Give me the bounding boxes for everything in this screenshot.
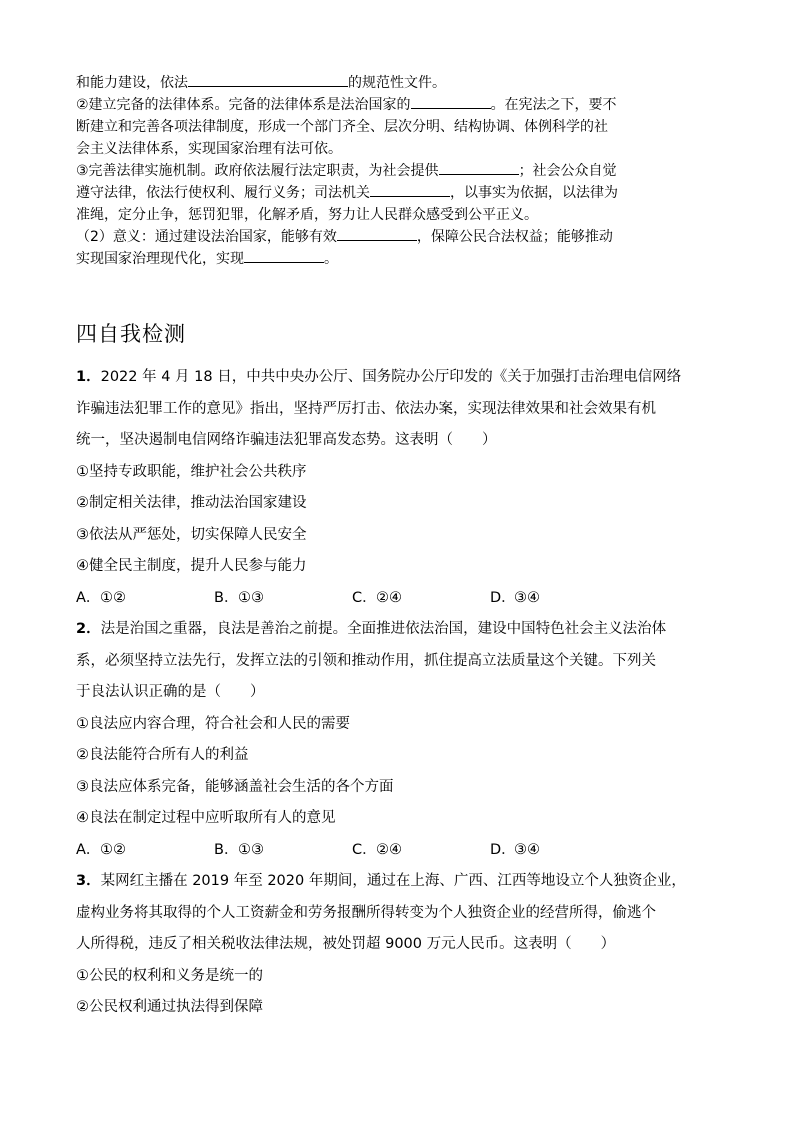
- answer-options: [76, 835, 726, 867]
- option-b[interactable]: [214, 583, 352, 615]
- option-b[interactable]: [214, 835, 352, 867]
- intro-paragraph: [76, 72, 726, 270]
- text: 。在宪法之下，要不: [490, 97, 617, 113]
- statement-item: ④良法在制定过程中应听取所有人的意见: [76, 810, 336, 826]
- question-number: 2．: [76, 621, 101, 637]
- intro-line: [76, 226, 726, 248]
- question-line: 人所得税，违反了相关税收法律法规，被处罚超 9000 万元人民币。这表明（ ）: [76, 936, 616, 952]
- option-text: ③④: [514, 841, 540, 858]
- option-text: ①②: [100, 841, 126, 858]
- statement-item: ②良法能符合所有人的利益: [76, 747, 249, 763]
- text: ②建立完备的法律体系。完备的法律体系是法治国家的: [76, 97, 411, 113]
- text: 法是治国之重器，良法是善治之前提。全面推进依法治国，建设中国特色社会主义法治体: [100, 621, 667, 637]
- fill-blank: [244, 248, 324, 263]
- option-a[interactable]: [76, 835, 214, 867]
- question-line: [76, 866, 726, 898]
- intro-line: [76, 72, 726, 94]
- intro-line: [76, 182, 726, 204]
- intro-line: 会主义法律体系，实现国家治理有法可依。: [76, 141, 342, 157]
- fill-blank: [337, 226, 417, 241]
- text: ，以事实为依据，以法律为: [450, 185, 618, 201]
- statement-item: ④健全民主制度，提升人民参与能力: [76, 558, 307, 574]
- text: 遵守法律，依法行使权利、履行义务；司法机关: [76, 185, 370, 201]
- question-2: [76, 614, 726, 866]
- intro-line: [76, 94, 726, 116]
- intro-line: [76, 248, 726, 270]
- question-line: [76, 614, 726, 646]
- statement-item: ③良法应体系完备，能够涵盖社会生活的各个方面: [76, 778, 394, 795]
- option-d[interactable]: [490, 583, 628, 615]
- question-3: [76, 866, 726, 1024]
- question-line: 系，必须坚持立法先行，发挥立法的引领和推动作用，抓住提高立法质量这个关键。下列关: [76, 652, 656, 669]
- text: ③完善法律实施机制。政府依法履行法定职责，为社会提供: [76, 163, 439, 179]
- text: （2）意义：通过建设法治国家，能够有效: [76, 229, 337, 245]
- text: 某网红主播在 2019 年至 2020 年期间，通过在上海、广西、江西等地设立个人独资企业，: [100, 873, 686, 889]
- text: 实现国家治理现代化，实现: [76, 251, 244, 267]
- question-line: 于良法认识正确的是（ ）: [76, 684, 265, 700]
- statement-item: ①坚持专政职能，维护社会公共秩序: [76, 463, 307, 480]
- fill-blank: [370, 182, 450, 197]
- option-letter: B．: [214, 589, 239, 606]
- text: ，保障公民合法权益；能够推动: [416, 229, 613, 245]
- option-text: ①②: [100, 589, 126, 606]
- question-line: [76, 362, 726, 394]
- option-letter: D．: [490, 589, 516, 606]
- text: ；社会公众自觉: [518, 163, 617, 179]
- text: 和能力建设，依法: [76, 75, 188, 91]
- document-page: [76, 72, 726, 1024]
- question-number: 1．: [76, 369, 101, 385]
- statement-item: ①公民的权利和义务是统一的: [76, 967, 263, 984]
- option-text: ①③: [238, 841, 264, 858]
- answer-options: [76, 583, 726, 615]
- option-letter: C．: [352, 841, 377, 858]
- fill-blank: [188, 72, 348, 87]
- question-1: [76, 362, 726, 614]
- option-c[interactable]: [352, 835, 490, 867]
- question-line: 诈骗违法犯罪工作的意见》指出，坚持严厉打击、依法办案，实现法律效果和社会效果有机: [76, 400, 656, 417]
- option-text: ②④: [376, 589, 402, 606]
- option-d[interactable]: [490, 835, 628, 867]
- option-letter: A．: [76, 589, 101, 606]
- statement-item: ②制定相关法律，推动法治国家建设: [76, 495, 307, 511]
- intro-line: [76, 160, 726, 182]
- statement-item: ②公民权利通过执法得到保障: [76, 999, 263, 1015]
- statement-item: ③依法从严惩处，切实保障人民安全: [76, 526, 307, 543]
- option-c[interactable]: [352, 583, 490, 615]
- fill-blank: [411, 94, 491, 109]
- text: 。: [324, 251, 338, 267]
- option-a[interactable]: [76, 583, 214, 615]
- question-line: 统一，坚决遏制电信网络诈骗违法犯罪高发态势。这表明（ ）: [76, 432, 497, 448]
- option-letter: D．: [490, 841, 516, 858]
- option-text: ③④: [514, 589, 540, 606]
- option-letter: A．: [76, 841, 101, 858]
- option-text: ①③: [238, 589, 264, 606]
- question-line: 虚构业务将其取得的个人工资薪金和劳务报酬所得转变为个人独资企业的经营所得，偷逃个: [76, 904, 656, 921]
- text: 的规范性文件。: [348, 75, 446, 91]
- fill-blank: [439, 160, 519, 175]
- statement-item: ①良法应内容合理，符合社会和人民的需要: [76, 715, 350, 732]
- section-title: 四自我检测: [76, 322, 186, 346]
- option-letter: B．: [214, 841, 239, 858]
- option-letter: C．: [352, 589, 377, 606]
- text: 2022 年 4 月 18 日，中共中央办公厅、国务院办公厅印发的《关于加强打击治理电信网络: [100, 369, 682, 385]
- intro-line: 准绳，定分止争，惩罚犯罪，化解矛盾，努力让人民群众感受到公平正义。: [76, 207, 538, 223]
- question-number: 3．: [76, 873, 101, 889]
- intro-line: 断建立和完善各项法律制度，形成一个部门齐全、层次分明、结构协调、体例科学的社: [76, 119, 608, 135]
- option-text: ②④: [376, 841, 402, 858]
